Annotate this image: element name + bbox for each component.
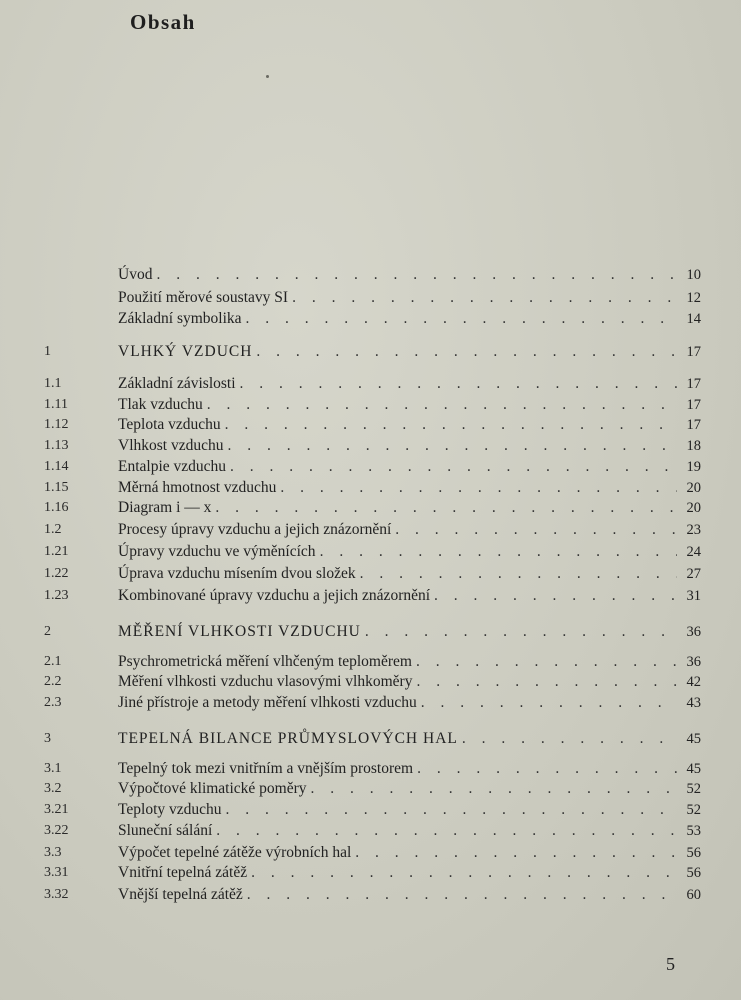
dot-leader bbox=[251, 862, 677, 884]
toc-entry-title: Základní symbolika bbox=[118, 310, 242, 327]
toc-section-number: 1.2 bbox=[44, 522, 62, 537]
toc-row bbox=[0, 497, 741, 519]
toc-entry bbox=[118, 671, 683, 693]
toc-entry bbox=[118, 799, 683, 821]
toc-entry bbox=[118, 862, 683, 884]
toc-row bbox=[0, 477, 741, 499]
toc-row bbox=[0, 799, 741, 821]
toc-section-number: 3.2 bbox=[44, 781, 62, 796]
toc-entry bbox=[118, 692, 683, 714]
toc-entry-title: Sluneční sálání bbox=[118, 822, 213, 839]
toc-section-number: 3.32 bbox=[44, 887, 69, 902]
toc-row bbox=[0, 692, 741, 714]
toc-entry bbox=[118, 563, 683, 585]
dot-leader bbox=[311, 778, 677, 800]
toc-section-number: 2.2 bbox=[44, 674, 62, 689]
toc-entry-title: Vlhkost vzduchu bbox=[118, 437, 224, 454]
toc-row bbox=[0, 394, 741, 416]
toc-entry-title: Výpočet tepelné zátěže výrobních hal bbox=[118, 844, 352, 861]
toc-row bbox=[0, 651, 741, 673]
toc-entry bbox=[118, 820, 683, 842]
toc-entry bbox=[118, 264, 683, 286]
toc-row bbox=[0, 563, 741, 585]
toc-row bbox=[0, 862, 741, 884]
dot-leader bbox=[256, 341, 677, 363]
toc-entry bbox=[118, 308, 683, 330]
toc-row bbox=[0, 373, 741, 395]
toc-page-number: 17 bbox=[686, 344, 701, 360]
toc-section-number: 1.13 bbox=[44, 438, 69, 453]
toc-section-number: 1.22 bbox=[44, 566, 69, 581]
toc-section-number: 3.21 bbox=[44, 802, 69, 817]
toc-entry-title: TEPELNÁ BILANCE PRŮMYSLOVÝCH HAL bbox=[118, 730, 458, 747]
dot-leader bbox=[462, 728, 677, 750]
toc-page-number: 36 bbox=[686, 654, 701, 670]
toc-entry bbox=[118, 519, 683, 541]
toc-entry bbox=[118, 497, 683, 519]
toc-entry-title: Procesy úpravy vzduchu a jejich znázornění bbox=[118, 521, 392, 538]
toc-page-number: 56 bbox=[686, 865, 701, 881]
toc-entry-title: Tlak vzduchu bbox=[118, 396, 203, 413]
dot-leader bbox=[240, 373, 677, 395]
toc-page-number: 23 bbox=[686, 522, 701, 538]
toc-entry bbox=[118, 456, 683, 478]
toc-page-number: 17 bbox=[686, 376, 701, 392]
toc-section-number: 3.31 bbox=[44, 865, 69, 880]
toc-entry-title: Úpravy vzduchu ve výměnících bbox=[118, 543, 316, 560]
toc-entry bbox=[118, 541, 683, 563]
toc-entry bbox=[118, 585, 683, 607]
dot-leader bbox=[227, 435, 677, 457]
toc-entry bbox=[118, 373, 683, 395]
toc-row bbox=[0, 456, 741, 478]
toc-entry bbox=[118, 842, 683, 864]
dot-leader bbox=[416, 651, 677, 673]
toc-page-number: 52 bbox=[686, 781, 701, 797]
toc-entry-title: Měrná hmotnost vzduchu bbox=[118, 479, 277, 496]
toc-row bbox=[0, 541, 741, 563]
dot-leader bbox=[216, 820, 677, 842]
toc-page-number: 17 bbox=[686, 417, 701, 433]
toc-row bbox=[0, 842, 741, 864]
dot-leader bbox=[246, 308, 677, 330]
toc-page-number: 20 bbox=[686, 500, 701, 516]
toc-entry bbox=[118, 728, 683, 750]
toc-row bbox=[0, 820, 741, 842]
toc-entry-title: MĚŘENÍ VLHKOSTI VZDUCHU bbox=[118, 623, 361, 640]
dot-leader bbox=[156, 264, 677, 286]
toc-entry bbox=[118, 287, 683, 309]
toc-section-number: 2.3 bbox=[44, 695, 62, 710]
toc-entry bbox=[118, 651, 683, 673]
toc-page-number: 45 bbox=[686, 731, 701, 747]
toc-entry-title: Teplota vzduchu bbox=[118, 416, 221, 433]
toc-entry bbox=[118, 778, 683, 800]
toc-entry bbox=[118, 758, 683, 780]
toc-entry-title: Úvod bbox=[118, 266, 153, 283]
toc-entry bbox=[118, 621, 683, 643]
toc-section-number: 3.1 bbox=[44, 761, 62, 776]
toc-section-number: 1.12 bbox=[44, 417, 69, 432]
toc-entry-title: Vnější tepelná zátěž bbox=[118, 886, 243, 903]
dot-leader bbox=[230, 456, 677, 478]
dot-leader bbox=[280, 477, 677, 499]
dot-leader bbox=[320, 541, 677, 563]
toc-chapter-row bbox=[0, 728, 741, 750]
dot-leader bbox=[355, 842, 677, 864]
toc-page-number: 12 bbox=[686, 290, 701, 306]
toc-entry-title: Entalpie vzduchu bbox=[118, 458, 227, 475]
toc-row bbox=[0, 264, 741, 286]
toc-page-number: 27 bbox=[686, 566, 701, 582]
toc-section-number: 1.23 bbox=[44, 588, 69, 603]
toc-row bbox=[0, 287, 741, 309]
toc-page-number: 52 bbox=[686, 802, 701, 818]
dot-leader bbox=[416, 671, 677, 693]
toc-entry-title: Kombinované úpravy vzduchu a jejich znázornění bbox=[118, 587, 431, 604]
dot-leader bbox=[207, 394, 677, 416]
paper-speck bbox=[266, 75, 269, 78]
toc-page-number: 53 bbox=[686, 823, 701, 839]
toc-page-number: 43 bbox=[686, 695, 701, 711]
toc-entry-title: Úprava vzduchu mísením dvou složek bbox=[118, 565, 356, 582]
toc-entry-title: Vnitřní tepelná zátěž bbox=[118, 864, 248, 881]
toc-entry-title: Diagram i — x bbox=[118, 499, 212, 516]
toc-entry-title: Výpočtové klimatické poměry bbox=[118, 780, 307, 797]
toc-entry bbox=[118, 477, 683, 499]
toc-section-number: 3 bbox=[44, 731, 51, 746]
toc-entry bbox=[118, 435, 683, 457]
dot-leader bbox=[365, 621, 677, 643]
toc-page-number: 19 bbox=[686, 459, 701, 475]
toc-page-number: 24 bbox=[686, 544, 701, 560]
toc-row bbox=[0, 671, 741, 693]
toc-entry-title: Psychrometrická měření vlhčeným teploměrem bbox=[118, 653, 412, 670]
toc-page-number: 42 bbox=[686, 674, 701, 690]
toc-entry-title: Měření vlhkosti vzduchu vlasovými vlhkoměry bbox=[118, 673, 413, 690]
dot-leader bbox=[215, 497, 677, 519]
toc-chapter-row bbox=[0, 341, 741, 363]
toc-section-number: 1.1 bbox=[44, 376, 62, 391]
toc-section-number: 2.1 bbox=[44, 654, 62, 669]
dot-leader bbox=[360, 563, 677, 585]
toc-section-number: 2 bbox=[44, 624, 51, 639]
toc-row bbox=[0, 435, 741, 457]
toc-section-number: 1.21 bbox=[44, 544, 69, 559]
toc-page-number: 20 bbox=[686, 480, 701, 496]
toc-entry-title: Teploty vzduchu bbox=[118, 801, 222, 818]
toc-page-number: 56 bbox=[686, 845, 701, 861]
toc-row bbox=[0, 758, 741, 780]
toc-section-number: 1.16 bbox=[44, 500, 69, 515]
dot-leader bbox=[226, 799, 677, 821]
page-title: Obsah bbox=[130, 10, 196, 34]
toc-entry-title: Jiné přístroje a metody měření vlhkosti vzduchu bbox=[118, 694, 417, 711]
toc-row bbox=[0, 414, 741, 436]
toc-entry bbox=[118, 414, 683, 436]
toc-page-number: 18 bbox=[686, 438, 701, 454]
toc-entry bbox=[118, 884, 683, 906]
toc-page-number: 60 bbox=[686, 887, 701, 903]
toc-section-number: 1 bbox=[44, 344, 51, 359]
toc-entry bbox=[118, 394, 683, 416]
toc-row bbox=[0, 519, 741, 541]
toc-page-number: 45 bbox=[686, 761, 701, 777]
toc-entry-title: VLHKÝ VZDUCH bbox=[118, 343, 253, 360]
dot-leader bbox=[434, 585, 677, 607]
dot-leader bbox=[421, 692, 677, 714]
toc-entry-title: Použití měrové soustavy SI bbox=[118, 289, 289, 306]
toc-page-number: 31 bbox=[686, 588, 701, 604]
toc-entry-title: Tepelný tok mezi vnitřním a vnějším prostorem bbox=[118, 760, 414, 777]
dot-leader bbox=[292, 287, 677, 309]
toc-section-number: 1.14 bbox=[44, 459, 69, 474]
toc-section-number: 1.11 bbox=[44, 397, 68, 412]
toc-page-number: 17 bbox=[686, 397, 701, 413]
toc-section-number: 3.3 bbox=[44, 845, 62, 860]
page-number: 5 bbox=[666, 954, 675, 974]
toc-row bbox=[0, 778, 741, 800]
dot-leader bbox=[225, 414, 677, 436]
toc-section-number: 3.22 bbox=[44, 823, 69, 838]
dot-leader bbox=[247, 884, 677, 906]
toc-row bbox=[0, 585, 741, 607]
toc-row bbox=[0, 308, 741, 330]
toc-page-number: 36 bbox=[686, 624, 701, 640]
toc-chapter-row bbox=[0, 621, 741, 643]
toc-section-number: 1.15 bbox=[44, 480, 69, 495]
toc-entry bbox=[118, 341, 683, 363]
dot-leader bbox=[417, 758, 677, 780]
toc-page-number: 10 bbox=[686, 267, 701, 283]
toc-entry-title: Základní závislosti bbox=[118, 375, 236, 392]
toc-page-number: 14 bbox=[686, 311, 701, 327]
toc-row bbox=[0, 884, 741, 906]
dot-leader bbox=[395, 519, 677, 541]
